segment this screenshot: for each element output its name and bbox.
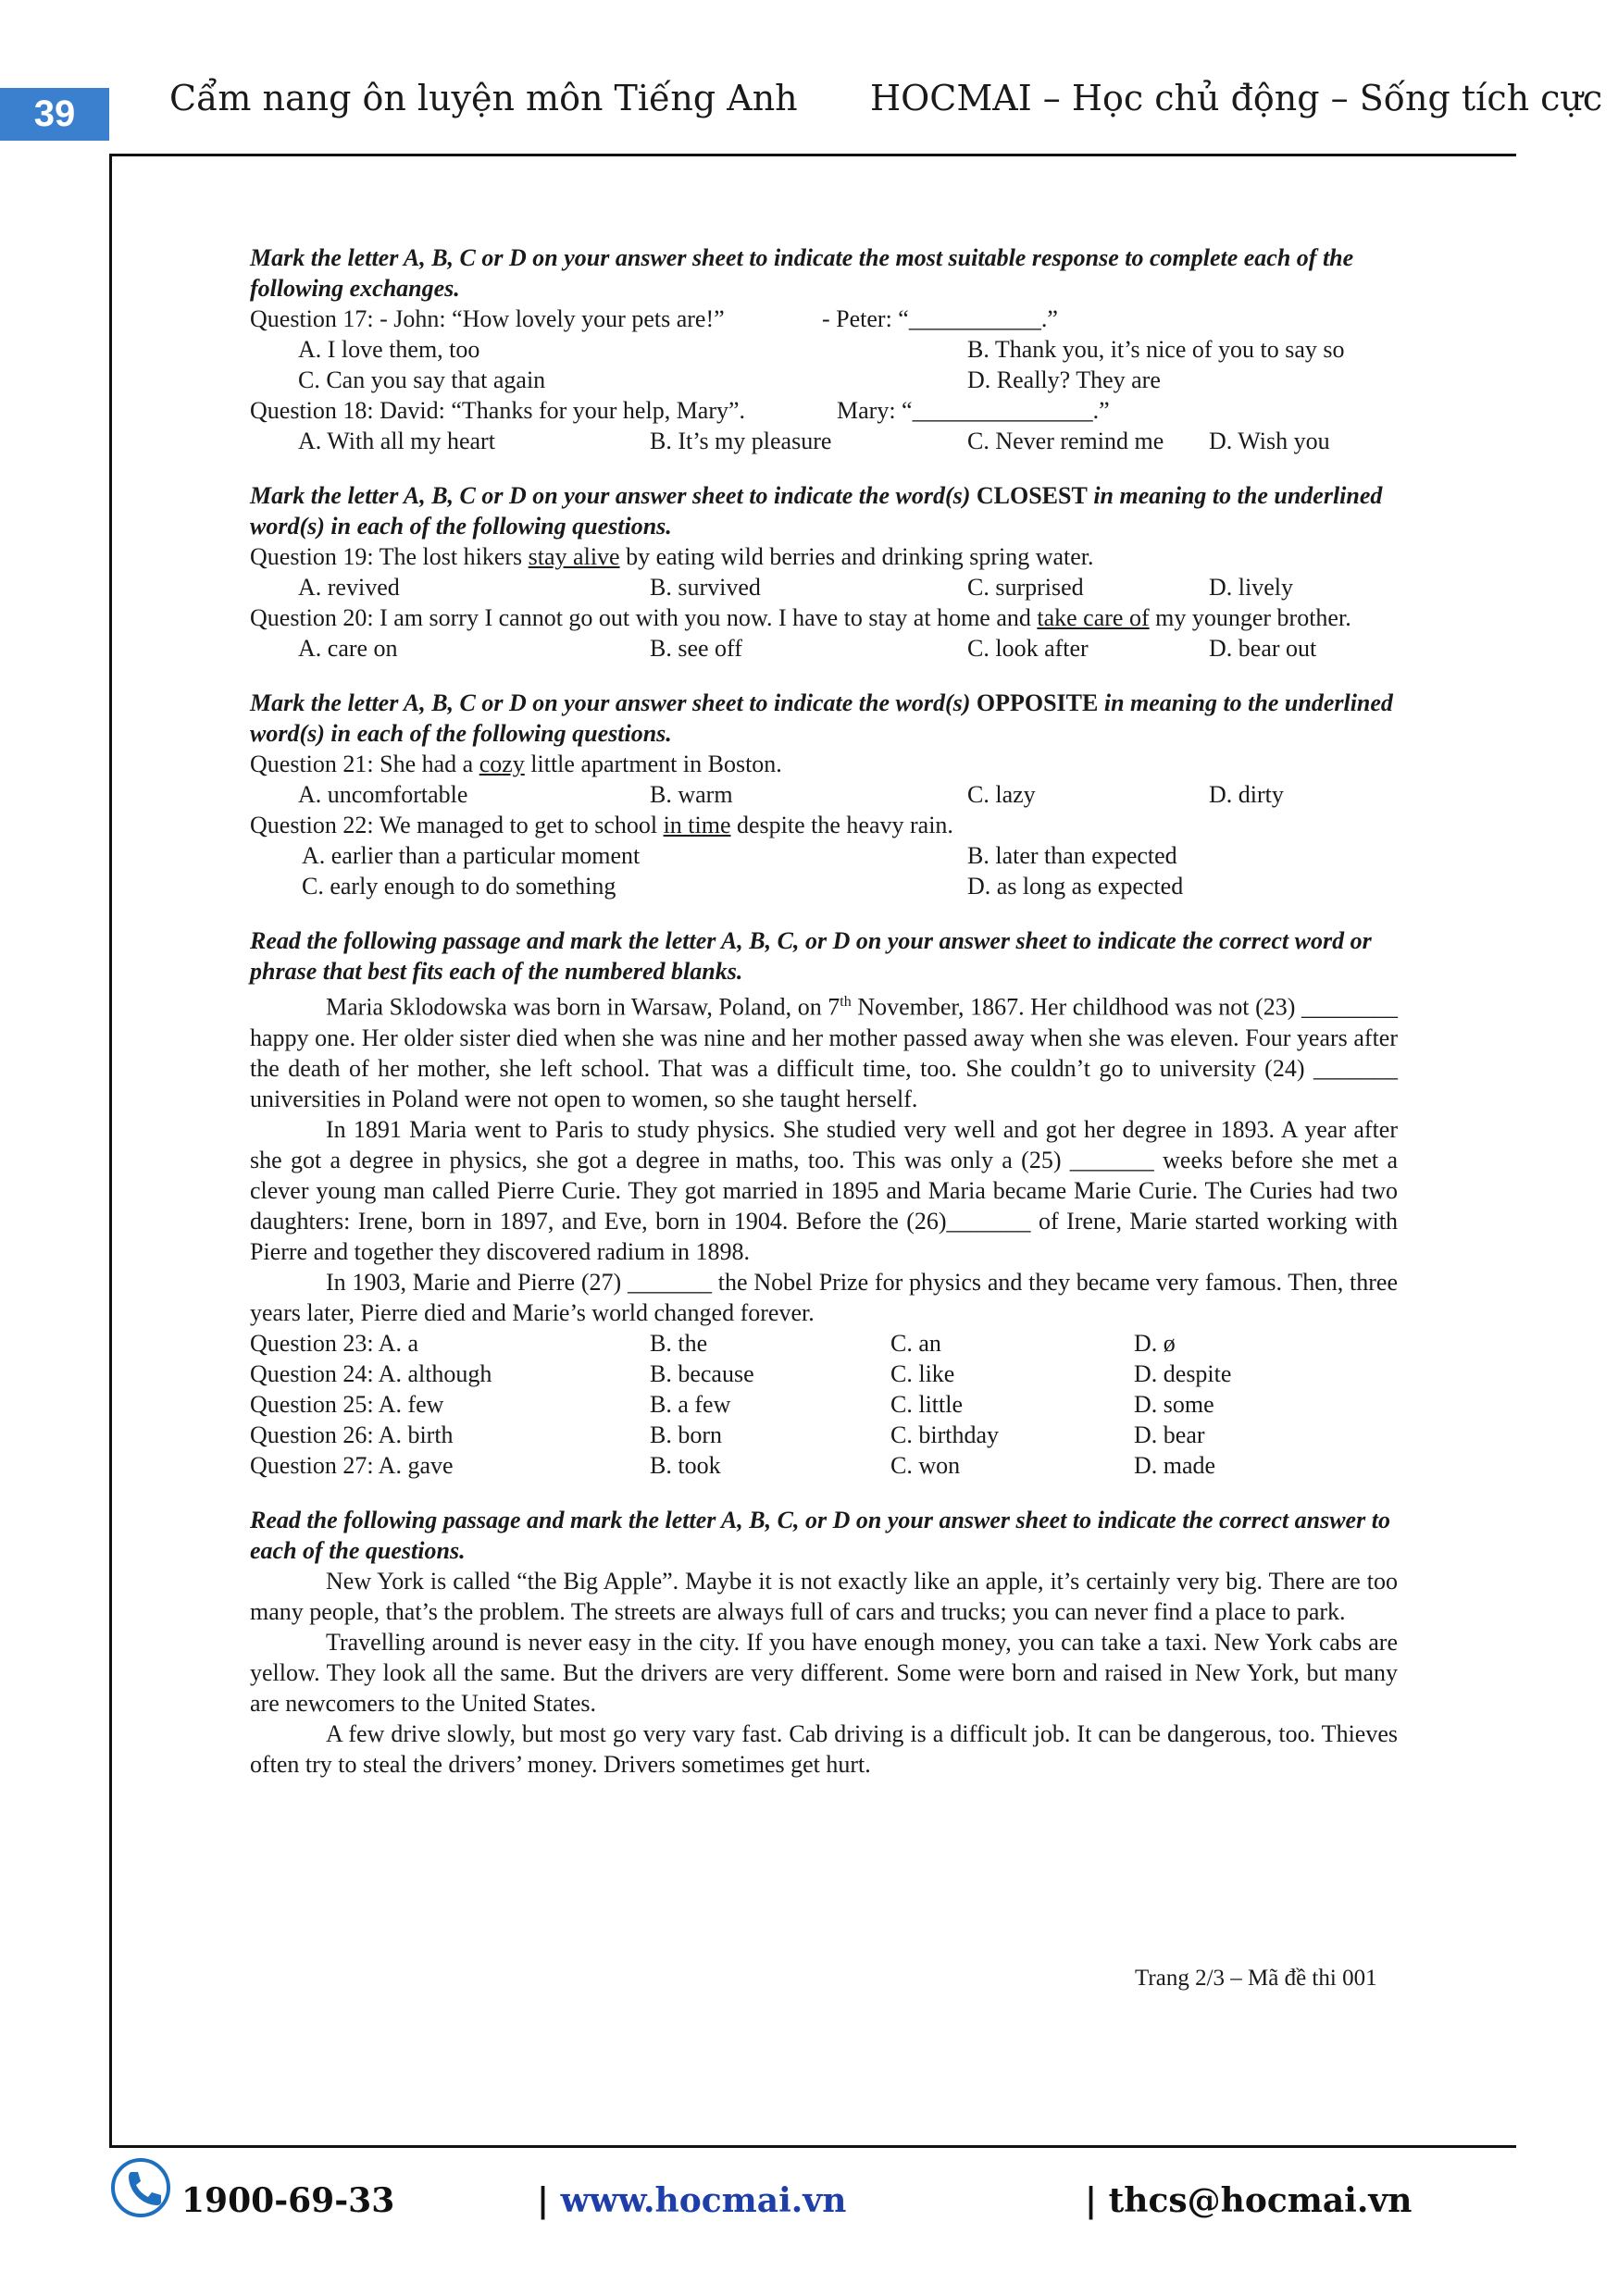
option-d: D. bear out: [1209, 635, 1317, 662]
passage-new-york: [250, 1566, 1398, 1780]
section-instruction: [250, 480, 1398, 541]
option-a: Question 25: A. few: [250, 1390, 444, 1418]
section-opposite-meaning: [250, 688, 1398, 901]
question-stem: Question 17: - John: “How lovely your pets are!”: [250, 305, 725, 332]
passage-paragraph: In 1903, Marie and Pierre (27) _______ the Nobel Prize for physics and they became very famous. Then, three years later, Pierre died and Marie’s world changed forever.: [250, 1268, 1398, 1326]
footer-divider: [109, 2145, 1516, 2148]
option-a: Question 23: A. a: [250, 1329, 418, 1357]
instruction-text: Mark the letter A, B, C or D on your answer sheet to indicate the word(s): [250, 482, 971, 509]
footer-email: [1085, 2181, 1412, 2220]
passage-paragraph: A few drive slowly, but most go very vary fast. Cab driving is a difficult job. It can be dangerous, too. Thieves often try to steal the drivers’ money. Drivers sometimes get hurt.: [250, 1719, 1398, 1778]
section-instruction: Mark the letter A, B, C or D on your answer sheet to indicate the most suitable response to complete each of the following exchanges.: [250, 244, 1354, 302]
underlined-phrase: stay alive: [528, 543, 620, 570]
instruction-text: Mark the letter A, B, C or D on your answer sheet to indicate the word(s): [250, 689, 971, 716]
option-b: B. later than expected: [967, 842, 1177, 869]
question-text: Question 21: She had a: [250, 751, 479, 777]
section-responses: [250, 242, 1398, 456]
passage-paragraph: New York is called “the Big Apple”. Maybe it is not exactly like an apple, it’s certainly very big. There are too many people, that’s the problem. The streets are always full of cars and trucks; you can never find a place to park.: [250, 1567, 1398, 1625]
option-b: B. see off: [650, 635, 742, 662]
option-a: A. uncomfortable: [298, 781, 468, 808]
section-closest-meaning: [250, 480, 1398, 664]
header-slogan: HOCMAI – Học chủ động – Sống tích cực: [870, 78, 1603, 118]
option-b: B. the: [650, 1329, 708, 1357]
question-19: [250, 541, 1398, 572]
option-c: C. won: [890, 1451, 961, 1479]
option-b: B. It’s my pleasure: [650, 428, 832, 454]
question-24: [250, 1359, 1398, 1389]
question-27: [250, 1450, 1398, 1481]
question-text: Question 20: I am sorry I cannot go out with you now. I have to stay at home and: [250, 604, 1038, 631]
option-d: D. made: [1134, 1451, 1216, 1479]
option-b: B. took: [650, 1451, 721, 1479]
question-21-options: [250, 779, 1398, 810]
question-23: [250, 1328, 1398, 1359]
instruction-keyword: OPPOSITE: [976, 689, 1099, 716]
option-a: Question 24: A. although: [250, 1359, 492, 1387]
section-instruction: Read the following passage and mark the letter A, B, C, or D on your answer sheet to indicate the correct word or phrase that best fits each of the numbered blanks.: [250, 927, 1372, 985]
footer-separator: |: [1085, 2181, 1098, 2220]
question-22-options-cd: [250, 871, 1398, 901]
email-link[interactable]: thcs@hocmai.vn: [1108, 2181, 1413, 2220]
question-25: [250, 1389, 1398, 1420]
option-b: B. a few: [650, 1390, 731, 1418]
option-a: Question 26: A. birth: [250, 1421, 454, 1448]
header-divider: [109, 154, 1516, 156]
question-20-options: [250, 633, 1398, 664]
section-reading-passage: [250, 1505, 1398, 1780]
passage-paragraph: Travelling around is never easy in the city. If you have enough money, you can take a taxi. New York cabs are yellow. They look all the same. But the drivers are very different. Some were born and raised in New York, but many are newcomers to the United States.: [250, 1628, 1398, 1717]
option-b: B. Thank you, it’s nice of you to say so: [967, 336, 1345, 363]
option-c: C. Can you say that again: [298, 366, 546, 393]
question-18-options: [250, 426, 1398, 456]
option-d: D. despite: [1134, 1359, 1232, 1387]
question-21: [250, 749, 1398, 779]
paragraph-text: Maria Sklodowska was born in Warsaw, Poland, on 7: [326, 993, 840, 1021]
option-b: B. because: [650, 1359, 754, 1387]
question-18: [250, 395, 1398, 426]
instruction-text: in meaning to the underlined word(s) in each of the following questions.: [250, 689, 1393, 747]
option-d: D. some: [1134, 1390, 1214, 1418]
section-instruction: Read the following passage and mark the letter A, B, C, or D on your answer sheet to indicate the correct answer to each of the questions.: [250, 1506, 1390, 1564]
option-d: D. ø: [1134, 1329, 1176, 1357]
page-footer-code: Trang 2/3 – Mã đề thi 001: [1135, 1966, 1377, 1991]
question-text: by eating wild berries and drinking spring water.: [619, 543, 1094, 570]
option-a: A. care on: [298, 635, 398, 662]
question-text: Question 22: We managed to get to school: [250, 812, 664, 838]
option-d: D. bear: [1134, 1421, 1205, 1448]
question-text: my younger brother.: [1149, 604, 1351, 631]
option-b: B. survived: [650, 574, 761, 601]
question-22: [250, 810, 1398, 840]
question-text: despite the heavy rain.: [730, 812, 953, 838]
option-c: C. Never remind me: [967, 428, 1164, 454]
option-a: A. I love them, too: [298, 336, 480, 363]
option-c: C. an: [890, 1329, 941, 1357]
question-17: [250, 304, 1398, 334]
option-b: B. born: [650, 1421, 722, 1448]
option-a: A. With all my heart: [298, 428, 495, 454]
option-c: C. early enough to do something: [302, 873, 616, 900]
option-d: D. Really? They are: [967, 366, 1161, 393]
question-response: - Peter: “___________.”: [822, 305, 1058, 332]
question-20: [250, 602, 1398, 633]
option-c: C. look after: [967, 635, 1089, 662]
option-d: D. as long as expected: [967, 873, 1184, 900]
question-17-options-ab: [250, 334, 1398, 365]
question-stem: Question 18: David: “Thanks for your help, Mary”.: [250, 397, 746, 424]
header-book-title: Cẩm nang ôn luyện môn Tiếng Anh: [169, 78, 798, 118]
option-a: Question 27: A. gave: [250, 1451, 454, 1479]
option-b: B. warm: [650, 781, 733, 808]
option-d: D. dirty: [1209, 781, 1284, 808]
question-26: [250, 1420, 1398, 1450]
question-response: Mary: “_______________.”: [837, 397, 1110, 424]
footer-phone: 1900-69-33: [181, 2181, 395, 2220]
exam-content: [250, 242, 1398, 1780]
option-a: A. revived: [298, 574, 400, 601]
question-text: Question 19: The lost hikers: [250, 543, 529, 570]
passage-marie-curie: [250, 987, 1398, 1328]
page-frame-left: [109, 154, 112, 2148]
footer-website: [537, 2181, 846, 2220]
instruction-text: in meaning to the underlined word(s) in each of the following questions.: [250, 482, 1383, 540]
page-number: 39: [0, 88, 109, 141]
option-c: C. surprised: [967, 574, 1084, 601]
option-d: D. Wish you: [1209, 428, 1330, 454]
question-17-options-cd: [250, 365, 1398, 395]
section-cloze-passage: [250, 925, 1398, 1481]
option-c: C. little: [890, 1390, 963, 1418]
paragraph-text: November, 1867. Her childhood was not (23) ________ happy one. Her older sister died when she was nine and her mother passed away when she was eleven. Four years after the death of her mother, she left school. That was a difficult time, too. She couldn’t go to university (24) _______ universities in Poland were not open to women, so she taught herself.: [250, 993, 1399, 1112]
passage-paragraph: [250, 987, 1398, 1114]
footer-separator: |: [537, 2181, 550, 2220]
phone-icon: [109, 2156, 172, 2219]
underlined-phrase: in time: [663, 812, 731, 838]
question-22-options-ab: [250, 840, 1398, 871]
instruction-keyword: CLOSEST: [976, 482, 1088, 509]
passage-paragraph: In 1891 Maria went to Paris to study physics. She studied very well and got her degree in 1893. A year after she got a degree in physics, she got a degree in maths, too. This was only a (25) _______ weeks before she met a clever young man called Pierre Curie. They got married in 1895 and Maria became Marie Curie. The Curies had two daughters: Irene, born in 1897, and Eve, born in 1904. Before the (26)_______ of Irene, Marie started working with Pierre and together they discovered radium in 1898.: [250, 1115, 1398, 1265]
option-a: A. earlier than a particular moment: [302, 842, 641, 869]
section-instruction: [250, 688, 1398, 749]
superscript: th: [840, 994, 852, 1010]
option-c: C. like: [890, 1359, 955, 1387]
question-text: little apartment in Boston.: [524, 751, 782, 777]
underlined-phrase: cozy: [479, 751, 525, 777]
question-19-options: [250, 572, 1398, 602]
option-d: D. lively: [1209, 574, 1293, 601]
option-c: C. lazy: [967, 781, 1036, 808]
underlined-phrase: take care of: [1037, 604, 1150, 631]
website-link[interactable]: www.hocmai.vn: [560, 2181, 847, 2220]
option-c: C. birthday: [890, 1421, 999, 1448]
